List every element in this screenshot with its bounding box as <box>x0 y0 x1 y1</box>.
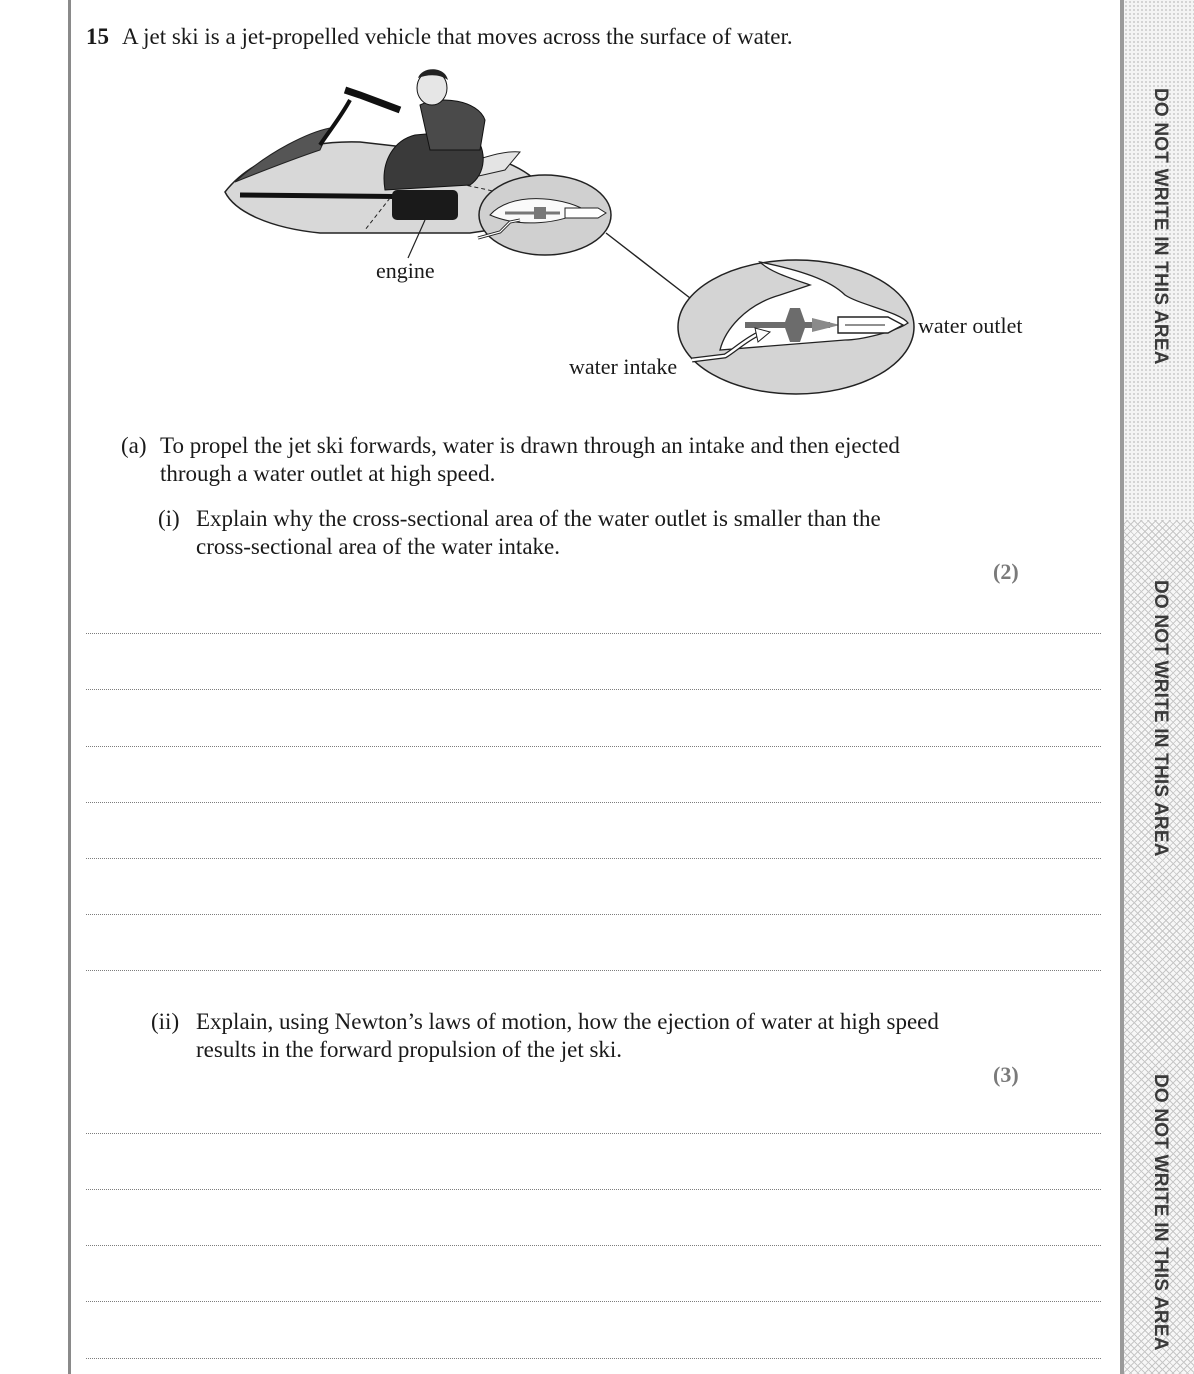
marks-part-a-i: (2) <box>993 559 1019 584</box>
answer-line[interactable] <box>86 802 1101 803</box>
label-engine: engine <box>376 258 435 283</box>
margin-warning-middle: DO NOT WRITE IN THIS AREA <box>1150 580 1171 857</box>
question-stem: A jet ski is a jet-propelled vehicle that moves across the surface of water. <box>122 24 793 49</box>
part-a-text-line2: through a water outlet at high speed. <box>160 461 496 486</box>
answer-line[interactable] <box>86 1133 1101 1134</box>
jet-ski-illustration <box>225 69 611 255</box>
magnified-jet-pump <box>678 260 914 394</box>
part-a-i-line2: cross-sectional area of the water intake. <box>196 534 560 559</box>
answer-line[interactable] <box>86 633 1101 634</box>
marks-part-a-ii: (3) <box>993 1062 1019 1087</box>
part-a-text-line1: To propel the jet ski forwards, water is drawn through an intake and then ejected <box>160 433 900 458</box>
margin-warning-bottom: DO NOT WRITE IN THIS AREA <box>1150 1074 1171 1351</box>
answer-line[interactable] <box>86 970 1101 971</box>
answer-line[interactable] <box>86 1358 1101 1359</box>
magnifier-connector <box>606 233 690 298</box>
answer-line[interactable] <box>86 1189 1101 1190</box>
answer-line[interactable] <box>86 1301 1101 1302</box>
label-water-intake: water intake <box>569 354 678 379</box>
right-margin-rule <box>1120 0 1124 1374</box>
margin-warning-top: DO NOT WRITE IN THIS AREA <box>1150 88 1171 365</box>
answer-line[interactable] <box>86 746 1101 747</box>
answer-line[interactable] <box>86 858 1101 859</box>
jet-ski-diagram <box>0 0 1120 410</box>
label-water-outlet: water outlet <box>918 313 1023 338</box>
part-a-ii-label: (ii) <box>151 1009 180 1034</box>
part-a-ii-line2: results in the forward propulsion of the jet ski. <box>196 1037 623 1062</box>
part-a-i-line1: Explain why the cross-sectional area of the water outlet is smaller than the <box>196 506 881 531</box>
part-a-ii-line1: Explain, using Newton’s laws of motion, how the ejection of water at high speed <box>196 1009 939 1034</box>
part-a-label: (a) <box>121 433 147 458</box>
answer-line[interactable] <box>86 1245 1101 1246</box>
answer-line[interactable] <box>86 914 1101 915</box>
part-a-i-label: (i) <box>158 506 180 531</box>
answer-line[interactable] <box>86 689 1101 690</box>
question-number: 15 <box>86 24 109 49</box>
